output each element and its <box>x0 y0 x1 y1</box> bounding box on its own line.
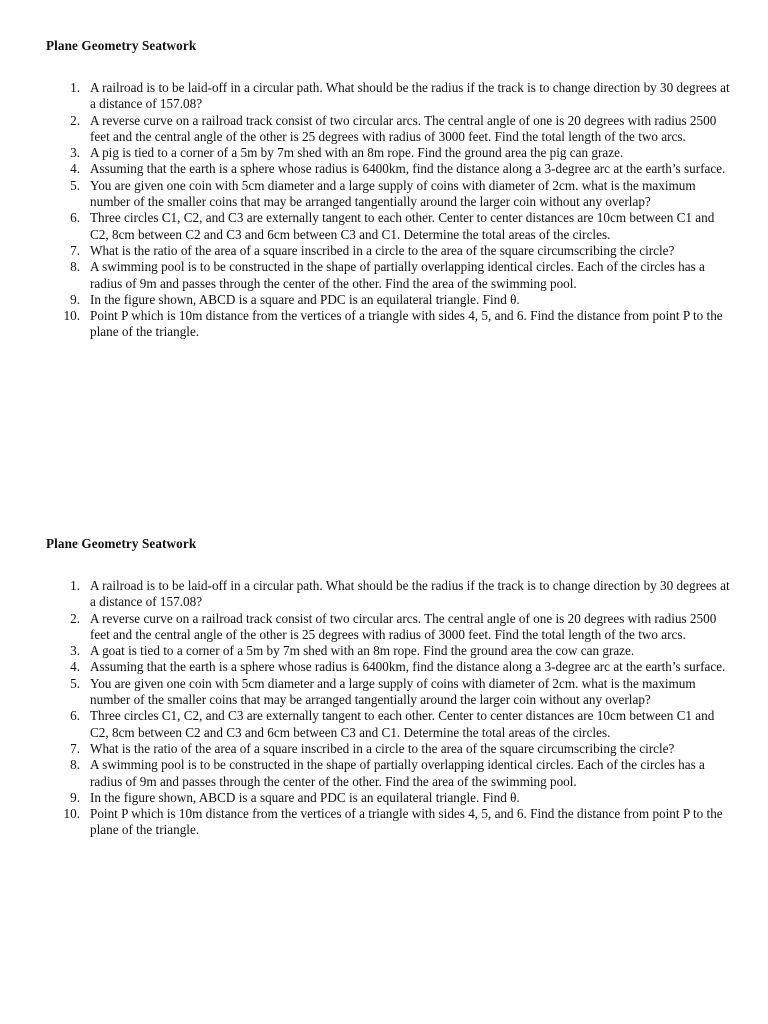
question-item <box>0 308 730 341</box>
question-number: 5. <box>70 177 80 193</box>
question-number: 10. <box>63 806 80 822</box>
question-item <box>0 210 730 243</box>
question-item <box>0 259 730 292</box>
question-number: 6. <box>70 708 80 724</box>
question-number: 3. <box>70 643 80 659</box>
question-item <box>0 643 730 659</box>
question-text: A railroad is to be laid-off in a circular path. What should be the radius if the track is to change direction by 30 degrees at a distance of 157.08? <box>90 80 730 112</box>
section-title: Plane Geometry Seatwork <box>46 536 197 551</box>
question-number: 7. <box>70 740 80 756</box>
question-item <box>0 113 730 146</box>
question-number: 3. <box>70 145 80 161</box>
question-item <box>0 161 730 177</box>
question-number: 8. <box>70 757 80 773</box>
question-text: You are given one coin with 5cm diameter and a large supply of coins with diameter of 2cm. what is the maximum number of the smaller coins that may be arranged tangentially around the larger coin without any overlap? <box>90 177 696 210</box>
question-item <box>0 806 730 839</box>
question-item <box>0 757 730 790</box>
question-text: You are given one coin with 5cm diameter and a large supply of coins with diameter of 2cm. what is the maximum number of the smaller coins that may be arranged tangentially around the larger coin without any overlap? <box>90 675 696 708</box>
question-number: 8. <box>70 259 80 275</box>
question-number: 2. <box>70 112 80 128</box>
question-item <box>0 708 730 741</box>
question-item <box>0 741 730 757</box>
question-text: A reverse curve on a railroad track consist of two circular arcs. The central angle of one is 20 degrees with radius 2500 feet and the central angle of the other is 25 degrees with radius of 3000 feet. Find the total length of the two arcs. <box>90 112 717 144</box>
question-text: A reverse curve on a railroad track consist of two circular arcs. The central angle of one is 20 degrees with radius 2500 feet and the central angle of the other is 25 degrees with radius of 3000 feet. Find the total length of the two arcs. <box>90 610 717 642</box>
question-text: A pig is tied to a corner of a 5m by 7m shed with an 8m rope. Find the ground area the pig can graze. <box>90 145 624 161</box>
question-number: 4. <box>70 659 80 675</box>
question-text: What is the ratio of the area of a square inscribed in a circle to the area of the square circumscribing the circle? <box>90 740 675 756</box>
question-number: 6. <box>70 210 80 226</box>
question-item <box>0 80 730 113</box>
question-number: 7. <box>70 242 80 258</box>
question-number: 4. <box>70 161 80 177</box>
question-item <box>0 676 730 709</box>
question-item <box>0 243 730 259</box>
question-item <box>0 578 730 611</box>
question-text: Point P which is 10m distance from the vertices of a triangle with sides 4, 5, and 6. Find the distance from point P to the plane of the triangle. <box>90 806 723 838</box>
question-number: 1. <box>70 80 80 95</box>
question-text: What is the ratio of the area of a square inscribed in a circle to the area of the square circumscribing the circle? <box>90 242 675 258</box>
question-text: Three circles C1, C2, and C3 are externally tangent to each other. Center to center distances are 10cm between C1 and C2, 8cm between C2 and C3 and 6cm between C3 and C1. Determine the total areas of the circles. <box>90 210 715 242</box>
question-number: 2. <box>70 610 80 626</box>
question-list <box>0 80 768 341</box>
question-number: 5. <box>70 675 80 691</box>
question-text: Assuming that the earth is a sphere whose radius is 6400km, find the distance along a 3-degree arc at the earth’s surface. <box>90 659 726 675</box>
question-number: 9. <box>70 789 80 805</box>
question-text: In the figure shown, ABCD is a square and PDC is an equilateral triangle. Find θ. <box>90 789 520 805</box>
question-text: A railroad is to be laid-off in a circular path. What should be the radius if the track is to change direction by 30 degrees at a distance of 157.08? <box>90 578 730 610</box>
question-list <box>0 578 768 839</box>
section-title: Plane Geometry Seatwork <box>46 38 197 53</box>
question-item <box>0 659 730 675</box>
question-text: A swimming pool is to be constructed in the shape of partially overlapping identical circles. Each of the circles has a radius of 9m and passes through the center of the other. Find the area of the swimming pool. <box>90 757 705 789</box>
question-text: Three circles C1, C2, and C3 are externally tangent to each other. Center to center distances are 10cm between C1 and C2, 8cm between C2 and C3 and 6cm between C3 and C1. Determine the total areas of the circles. <box>90 708 715 740</box>
question-text: A swimming pool is to be constructed in the shape of partially overlapping identical circles. Each of the circles has a radius of 9m and passes through the center of the other. Find the area of the swimming pool. <box>90 259 705 291</box>
question-number: 1. <box>70 578 80 593</box>
question-text: A goat is tied to a corner of a 5m by 7m shed with an 8m rope. Find the ground area the cow can graze. <box>90 643 635 659</box>
question-item <box>0 292 730 308</box>
question-item <box>0 178 730 211</box>
question-text: Point P which is 10m distance from the vertices of a triangle with sides 4, 5, and 6. Find the distance from point P to the plane of the triangle. <box>90 308 723 340</box>
question-number: 9. <box>70 291 80 307</box>
question-item <box>0 611 730 644</box>
question-text: Assuming that the earth is a sphere whose radius is 6400km, find the distance along a 3-degree arc at the earth’s surface. <box>90 161 726 177</box>
question-text: In the figure shown, ABCD is a square and PDC is an equilateral triangle. Find θ. <box>90 291 520 307</box>
question-item <box>0 145 730 161</box>
question-item <box>0 790 730 806</box>
question-number: 10. <box>63 308 80 324</box>
